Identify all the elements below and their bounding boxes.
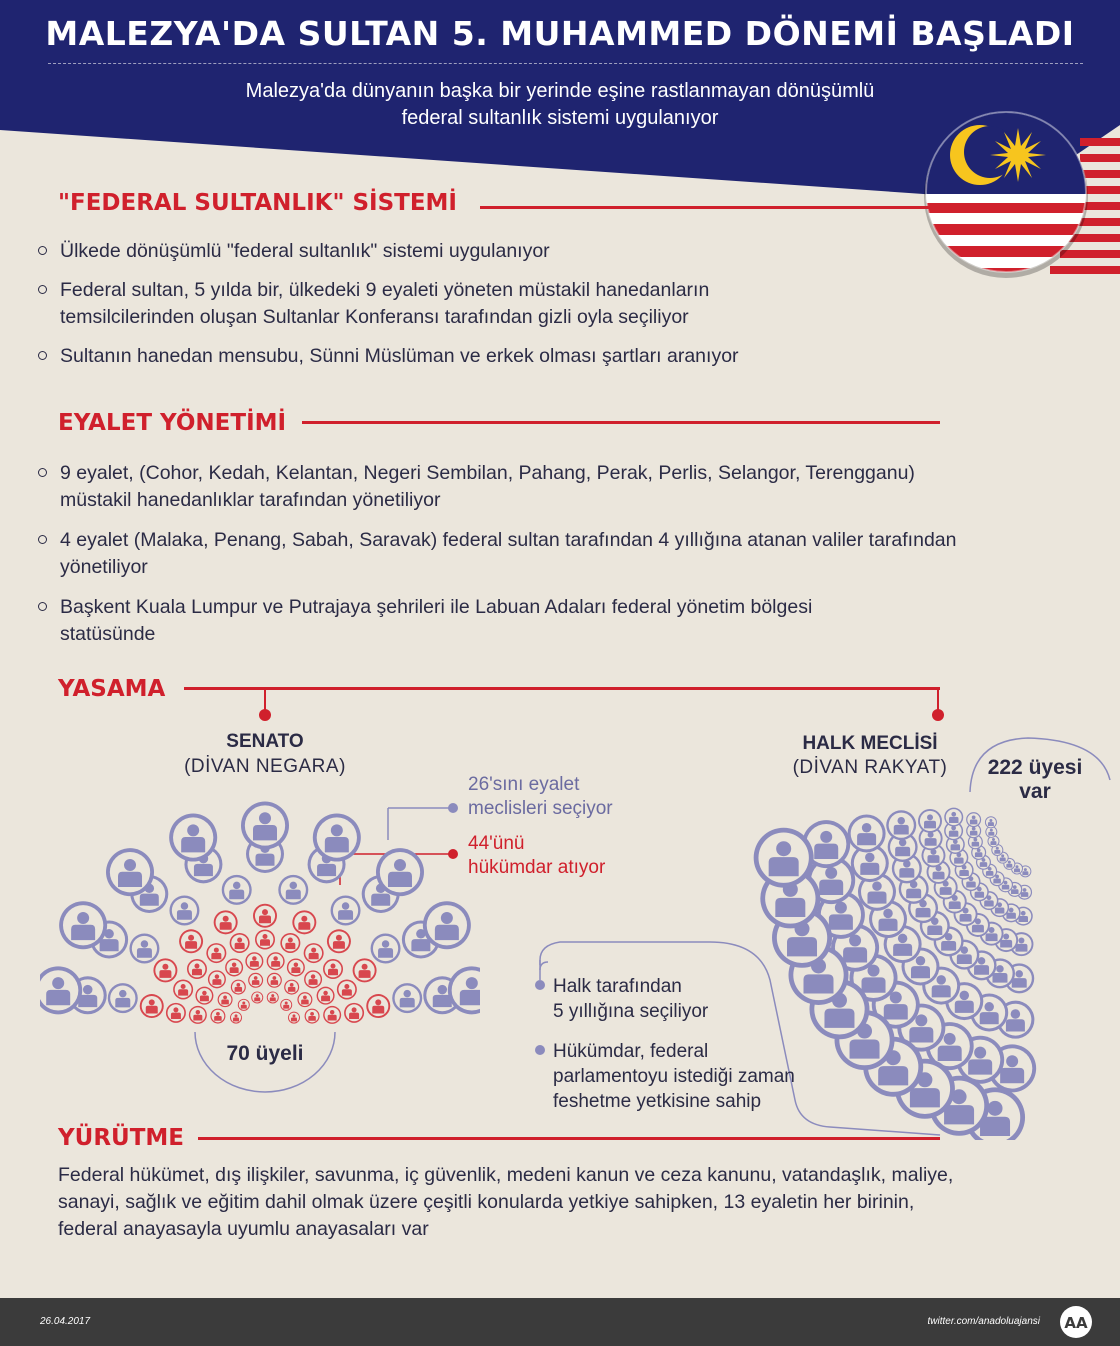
- senate-seat-chart: [40, 780, 480, 1050]
- senate-appointed-member-icon: [251, 991, 263, 1003]
- senate-appointed-member-icon: [323, 959, 343, 979]
- senate-elected-member-icon: [241, 802, 289, 850]
- senate-elected-member-icon: [129, 933, 159, 963]
- house-member-icon: [944, 808, 963, 827]
- senate-appointed-member-icon: [366, 994, 390, 1018]
- house-member-icon: [754, 828, 814, 888]
- list-item: 4 eyalet (Malaka, Penang, Sabah, Saravak) federal sultan tarafından 4 yıllığına atanan valiler tarafından yönetiliyor: [38, 527, 958, 581]
- count-line: 222 üyesi: [987, 756, 1083, 779]
- note-line: 5 yıllığına seçiliyor: [553, 1001, 709, 1022]
- note-line: 44'ünü: [468, 833, 525, 854]
- logo-letters: AA: [1064, 1314, 1088, 1332]
- senate-appointed-member-icon: [280, 999, 292, 1011]
- list-item: Sultanın hanedan mensubu, Sünni Müslüman ve erkek olması şartları aranıyor: [38, 343, 958, 370]
- house-note-dissolution: [553, 1039, 795, 1114]
- senate-subname: (DİVAN NEGARA): [184, 756, 346, 777]
- senate-appointed-member-icon: [173, 979, 193, 999]
- footer-bar: [0, 1298, 1120, 1346]
- senate-appointed-member-icon: [287, 958, 305, 976]
- senate-appointed-member-icon: [288, 1012, 300, 1024]
- senate-appointed-member-icon: [248, 973, 263, 988]
- senate-elected-member-icon: [331, 895, 361, 925]
- section-title-yurutme: YÜRÜTME: [58, 1125, 185, 1151]
- note-line: Hükümdar, federal: [553, 1041, 709, 1062]
- senate-appointed-member-icon: [304, 970, 322, 988]
- senate-appointed-member-icon: [297, 992, 312, 1007]
- senate-appointed-member-icon: [238, 999, 250, 1011]
- senate-appointed-member-icon: [195, 987, 213, 1005]
- note-line: hükümdar atıyor: [468, 857, 606, 878]
- senate-elected-member-icon: [59, 901, 107, 949]
- senate-appointed-member-icon: [305, 1009, 320, 1024]
- senate-elected-member-icon: [108, 983, 138, 1013]
- senate-elected-member-icon: [371, 933, 401, 963]
- senate-appointed-member-icon: [253, 904, 277, 928]
- senate-note-elected: [468, 773, 613, 821]
- title-divider: [48, 63, 1083, 64]
- senate-appointed-member-icon: [280, 933, 300, 953]
- senate-appointed-member-icon: [189, 1006, 207, 1024]
- senate-appointed-member-icon: [327, 929, 351, 953]
- senate-appointed-member-icon: [255, 930, 275, 950]
- senate-appointed-member-icon: [353, 958, 377, 982]
- senate-appointed-member-icon: [304, 943, 324, 963]
- note-line: parlamentoyu istediği zaman: [553, 1066, 795, 1087]
- senate-appointed-member-icon: [166, 1003, 186, 1023]
- section-title-eyalet: EYALET YÖNETİMİ: [58, 410, 287, 436]
- senate-elected-member-icon: [423, 901, 471, 949]
- senate-appointed-member-icon: [208, 970, 226, 988]
- senate-elected-member-icon: [278, 875, 308, 905]
- house-member-count: [975, 756, 1095, 804]
- senate-appointed-member-icon: [140, 994, 164, 1018]
- list-item: Federal sultan, 5 yılda bir, ülkedeki 9 eyaleti yöneten müstakil hanedanların temsilcilerinden oluşan Sultanlar Konferansı tarafından gizli oyla seçiliyor: [38, 277, 838, 331]
- section-rule: [198, 1137, 940, 1140]
- house-member-icon: [985, 816, 997, 828]
- yurutme-paragraph: Federal hükümet, dış ilişkiler, savunma, iç güvenlik, medeni kanun ve ceza kanunu, vatandaşlık, maliye, sanayi, sağlık ve eğitim dahil olmak üzere çeşitli konularda yetkiye sahipken, 13 eyaletin her birinin, federal anayasayla uyumlu anayasaları var: [58, 1164, 954, 1240]
- footer-twitter-link[interactable]: twitter.com/anadoluajansi: [927, 1316, 1040, 1327]
- federal-bullet-list: [38, 238, 958, 382]
- senate-appointed-member-icon: [323, 1006, 341, 1024]
- senate-appointed-member-icon: [230, 933, 250, 953]
- section-rule: [302, 421, 940, 424]
- house-name: HALK MECLİSİ: [802, 733, 938, 754]
- senate-appointed-member-icon: [218, 992, 233, 1007]
- house-member-icon: [848, 814, 886, 852]
- senate-appointed-member-icon: [267, 991, 279, 1003]
- section-title-yasama: YASAMA: [58, 676, 166, 702]
- senate-appointed-member-icon: [214, 910, 238, 934]
- senate-appointed-member-icon: [231, 980, 246, 995]
- house-subname: (DİVAN RAKYAT): [792, 757, 948, 778]
- section-title-federal: "FEDERAL SULTANLIK" SİSTEMİ: [58, 190, 457, 216]
- senate-elected-member-icon: [169, 814, 217, 862]
- senate-elected-member-icon: [222, 875, 252, 905]
- count-line: var: [1019, 780, 1051, 803]
- senate-appointed-member-icon: [292, 910, 316, 934]
- subtitle-line-2: federal sultanlık sistemi uygulanıyor: [401, 107, 719, 129]
- house-member-icon: [918, 809, 942, 833]
- house-seat-chart: [745, 780, 1120, 1140]
- senate-appointed-member-icon: [284, 980, 299, 995]
- page-title: MALEZYA'DA SULTAN 5. MUHAMMED DÖNEMİ BAŞLADI: [45, 14, 1075, 53]
- senate-appointed-member-icon: [230, 1012, 242, 1024]
- senate-appointed-member-icon: [153, 958, 177, 982]
- subtitle-line-1: Malezya'da dünyanın başka bir yerinde eşine rastlanmayan dönüşümlü: [245, 80, 875, 102]
- list-item: 9 eyalet, (Cohor, Kedah, Kelantan, Negeri Sembilan, Pahang, Perak, Perlis, Selangor, Terengganu) müstakil hanedanlıklar tarafından yönetiliyor: [38, 460, 958, 514]
- senate-appointed-member-icon: [337, 979, 357, 999]
- anadolu-agency-logo-icon: [1058, 1305, 1094, 1339]
- senate-name: SENATO: [226, 731, 304, 752]
- senate-appointed-member-icon: [317, 987, 335, 1005]
- senate-appointed-member-icon: [267, 973, 282, 988]
- senate-elected-member-icon: [106, 848, 154, 896]
- senate-elected-member-icon: [376, 848, 424, 896]
- senate-elected-member-icon: [169, 895, 199, 925]
- page-subtitle: [150, 78, 970, 132]
- eyalet-bullet-list: [38, 460, 958, 660]
- note-line: meclisleri seçiyor: [468, 798, 613, 819]
- list-item: Başkent Kuala Lumpur ve Putrajaya şehrileri ile Labuan Adaları federal yönetim bölgesi statüsünde: [38, 594, 898, 648]
- note-line: 26'sını eyalet: [468, 774, 580, 795]
- senate-elected-member-icon: [392, 983, 422, 1013]
- senate-appointed-member-icon: [225, 958, 243, 976]
- senate-member-count: 70 üyeli: [226, 1042, 304, 1065]
- senate-appointed-member-icon: [179, 929, 203, 953]
- senate-appointed-member-icon: [210, 1009, 225, 1024]
- house-member-icon: [966, 812, 981, 827]
- senate-note-appointed: [468, 832, 605, 880]
- senate-appointed-member-icon: [344, 1003, 364, 1023]
- senate-elected-member-icon: [313, 814, 361, 862]
- senate-appointed-member-icon: [187, 959, 207, 979]
- note-line: Halk tarafından: [553, 976, 682, 997]
- senate-appointed-member-icon: [206, 943, 226, 963]
- senate-appointed-member-icon: [245, 952, 263, 970]
- house-member-icon: [886, 810, 916, 840]
- senate-appointed-member-icon: [267, 952, 285, 970]
- note-line: feshetme yetkisine sahip: [553, 1091, 762, 1112]
- list-item: Ülkede dönüşümlü "federal sultanlık" sistemi uygulanıyor: [38, 238, 958, 265]
- house-note-election: [553, 974, 708, 1024]
- footer-date: 26.04.2017: [40, 1316, 91, 1327]
- section-rule: [480, 206, 940, 209]
